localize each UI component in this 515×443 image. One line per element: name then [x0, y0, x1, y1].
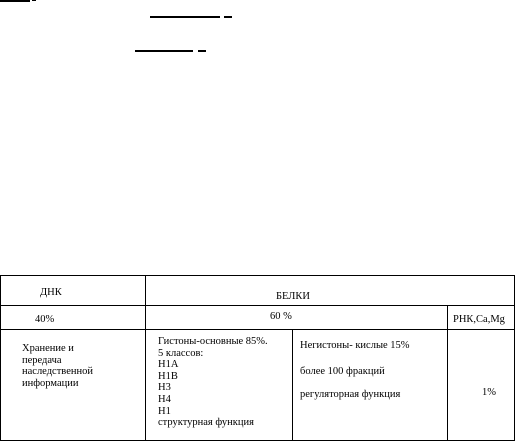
- table-border-top: [0, 275, 515, 276]
- other-percent: 1%: [482, 387, 496, 398]
- percent-dna: 40%: [35, 314, 55, 325]
- column-divider-3: [292, 329, 293, 441]
- column-divider-2: [447, 305, 448, 441]
- chromatin-composition-table: [0, 275, 515, 441]
- header-dna: ДНК: [40, 287, 62, 298]
- non-histones-line-2: более 100 фракций: [300, 366, 385, 377]
- percent-proteins: 60 %: [270, 311, 292, 322]
- heading-stroke-1-tail: [224, 16, 232, 18]
- heading-stroke-1: [150, 16, 220, 18]
- heading-stroke-2: [135, 50, 193, 52]
- dna-function-text: Хранение и передача наследственной информации: [22, 343, 93, 389]
- heading-stroke-2-tail: [198, 50, 206, 52]
- table-border-bottom: [0, 440, 515, 441]
- percent-other: РНК,Ca,Mg: [453, 314, 505, 325]
- top-left-stroke-tail: [32, 0, 36, 1]
- row-divider-2: [0, 329, 515, 330]
- top-left-stroke: [0, 0, 30, 2]
- non-histones-line-3: регуляторная функция: [300, 389, 401, 400]
- histones-text: Гистоны-основные 85%. 5 классов: H1A H1B H3 H4 H1 структурная функция: [158, 336, 268, 429]
- column-divider-1: [145, 275, 146, 441]
- header-proteins: БЕЛКИ: [276, 291, 311, 302]
- row-divider-1: [0, 305, 515, 306]
- table-border-left: [0, 275, 1, 441]
- non-histones-line-1: Негистоны- кислые 15%: [300, 340, 410, 351]
